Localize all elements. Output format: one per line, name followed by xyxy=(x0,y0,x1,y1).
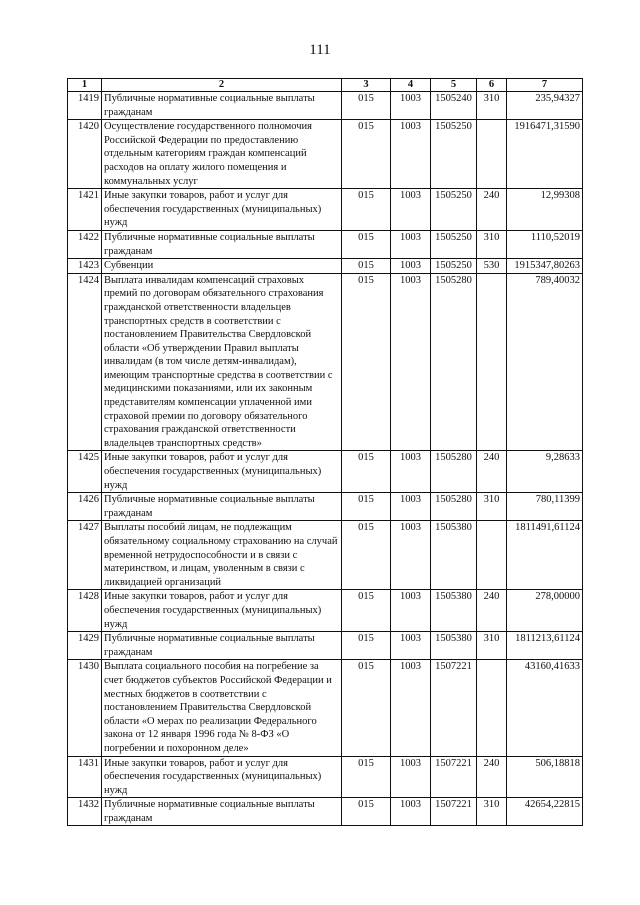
code-6-cell: 530 xyxy=(477,259,507,274)
amount-cell: 780,11399 xyxy=(507,493,583,521)
code-4-cell: 1003 xyxy=(391,798,431,826)
code-4-cell: 1003 xyxy=(391,273,431,451)
table-row xyxy=(68,189,583,231)
item-name-cell: Выплаты пособий лицам, не подлежащим обязательному социальному страхованию на случай временной нетрудоспособности и в связи с материнством, и лицам, уволенным в связи с ликвидацией организаций xyxy=(102,521,342,590)
item-name-cell: Публичные нормативные социальные выплаты гражданам xyxy=(102,92,342,120)
code-5-cell: 1507221 xyxy=(431,660,477,756)
code-6-cell xyxy=(477,120,507,189)
amount-cell: 235,94327 xyxy=(507,92,583,120)
row-number-cell: 1426 xyxy=(68,493,102,521)
item-name-cell: Иные закупки товаров, работ и услуг для обеспечения государственных (муниципальных) нужд xyxy=(102,451,342,493)
table-header-row xyxy=(68,79,583,92)
item-name-cell: Публичные нормативные социальные выплаты гражданам xyxy=(102,230,342,258)
amount-cell: 278,00000 xyxy=(507,590,583,632)
code-3-cell: 015 xyxy=(342,189,391,231)
table-row xyxy=(68,660,583,756)
amount-cell: 1110,52019 xyxy=(507,230,583,258)
amount-cell: 42654,22815 xyxy=(507,798,583,826)
amount-cell: 506,18818 xyxy=(507,756,583,798)
column-header: 6 xyxy=(477,79,507,92)
code-5-cell: 1505240 xyxy=(431,92,477,120)
code-4-cell: 1003 xyxy=(391,521,431,590)
column-header: 1 xyxy=(68,79,102,92)
budget-table xyxy=(67,78,583,826)
code-4-cell: 1003 xyxy=(391,120,431,189)
code-4-cell: 1003 xyxy=(391,92,431,120)
code-3-cell: 015 xyxy=(342,756,391,798)
amount-cell: 789,40032 xyxy=(507,273,583,451)
code-6-cell: 310 xyxy=(477,493,507,521)
row-number-cell: 1429 xyxy=(68,632,102,660)
item-name-cell: Субвенции xyxy=(102,259,342,274)
row-number-cell: 1421 xyxy=(68,189,102,231)
row-number-cell: 1419 xyxy=(68,92,102,120)
row-number-cell: 1424 xyxy=(68,273,102,451)
table-row xyxy=(68,632,583,660)
item-name-cell: Выплата инвалидам компенсаций страховых премий по договорам обязательного страхования гражданской ответственности владельцев транспортных средств в соответствии с постановлением Правительства Свердловской области «Об утверждении Правил выплаты инвалидам (в том числе детям-инвалидам), имеющим транспортные средства в соответствии с медицинскими показаниями, или их законным представителям компенсации уплаченной ими страховой премии по договору обязательного страхования гражданской ответственности владельцев транспортных средств» xyxy=(102,273,342,451)
code-6-cell: 310 xyxy=(477,798,507,826)
row-number-cell: 1432 xyxy=(68,798,102,826)
code-4-cell: 1003 xyxy=(391,189,431,231)
item-name-cell: Публичные нормативные социальные выплаты гражданам xyxy=(102,493,342,521)
code-3-cell: 015 xyxy=(342,273,391,451)
code-4-cell: 1003 xyxy=(391,590,431,632)
table-row xyxy=(68,521,583,590)
code-3-cell: 015 xyxy=(342,230,391,258)
code-4-cell: 1003 xyxy=(391,259,431,274)
code-3-cell: 015 xyxy=(342,590,391,632)
code-5-cell: 1505280 xyxy=(431,273,477,451)
code-6-cell xyxy=(477,273,507,451)
amount-cell: 43160,41633 xyxy=(507,660,583,756)
code-5-cell: 1505250 xyxy=(431,120,477,189)
code-3-cell: 015 xyxy=(342,521,391,590)
row-number-cell: 1427 xyxy=(68,521,102,590)
amount-cell: 1916471,31590 xyxy=(507,120,583,189)
code-3-cell: 015 xyxy=(342,798,391,826)
amount-cell: 1811491,61124 xyxy=(507,521,583,590)
code-6-cell: 240 xyxy=(477,451,507,493)
item-name-cell: Иные закупки товаров, работ и услуг для обеспечения государственных (муниципальных) нужд xyxy=(102,756,342,798)
code-5-cell: 1505280 xyxy=(431,451,477,493)
amount-cell: 1811213,61124 xyxy=(507,632,583,660)
code-6-cell: 240 xyxy=(477,189,507,231)
amount-cell: 12,99308 xyxy=(507,189,583,231)
item-name-cell: Иные закупки товаров, работ и услуг для обеспечения государственных (муниципальных) нужд xyxy=(102,189,342,231)
item-name-cell: Публичные нормативные социальные выплаты гражданам xyxy=(102,632,342,660)
code-5-cell: 1505380 xyxy=(431,590,477,632)
row-number-cell: 1423 xyxy=(68,259,102,274)
code-6-cell: 240 xyxy=(477,590,507,632)
table-row xyxy=(68,273,583,451)
row-number-cell: 1431 xyxy=(68,756,102,798)
amount-cell: 9,28633 xyxy=(507,451,583,493)
table-row xyxy=(68,493,583,521)
code-5-cell: 1507221 xyxy=(431,798,477,826)
code-4-cell: 1003 xyxy=(391,756,431,798)
row-number-cell: 1425 xyxy=(68,451,102,493)
page-number: 111 xyxy=(309,42,331,58)
column-header: 2 xyxy=(102,79,342,92)
table-row xyxy=(68,230,583,258)
code-3-cell: 015 xyxy=(342,120,391,189)
item-name-cell: Выплата социального пособия на погребение за счет бюджетов субъектов Российской Федерации и местных бюджетов в соответствии с постановлением Правительства Свердловской области «О мерах по реализации Федерального закона от 12 января 1996 года № 8-ФЗ «О погребении и похоронном деле» xyxy=(102,660,342,756)
column-header: 3 xyxy=(342,79,391,92)
code-5-cell: 1505250 xyxy=(431,259,477,274)
column-header: 7 xyxy=(507,79,583,92)
code-3-cell: 015 xyxy=(342,632,391,660)
column-header: 5 xyxy=(431,79,477,92)
code-4-cell: 1003 xyxy=(391,230,431,258)
row-number-cell: 1430 xyxy=(68,660,102,756)
table-row xyxy=(68,798,583,826)
item-name-cell: Иные закупки товаров, работ и услуг для обеспечения государственных (муниципальных) нужд xyxy=(102,590,342,632)
row-number-cell: 1420 xyxy=(68,120,102,189)
code-6-cell: 310 xyxy=(477,92,507,120)
code-3-cell: 015 xyxy=(342,92,391,120)
code-3-cell: 015 xyxy=(342,493,391,521)
code-5-cell: 1505250 xyxy=(431,230,477,258)
table-row xyxy=(68,756,583,798)
code-6-cell: 310 xyxy=(477,230,507,258)
table-row xyxy=(68,92,583,120)
table-row xyxy=(68,451,583,493)
table-body xyxy=(68,92,583,826)
code-5-cell: 1505280 xyxy=(431,493,477,521)
code-5-cell: 1505380 xyxy=(431,632,477,660)
column-header: 4 xyxy=(391,79,431,92)
code-6-cell: 240 xyxy=(477,756,507,798)
item-name-cell: Осуществление государственного полномочия Российской Федерации по предоставлению отдельным категориям граждан компенсаций расходов на оплату жилого помещения и коммунальных услуг xyxy=(102,120,342,189)
table-row xyxy=(68,590,583,632)
code-4-cell: 1003 xyxy=(391,451,431,493)
code-3-cell: 015 xyxy=(342,259,391,274)
code-4-cell: 1003 xyxy=(391,632,431,660)
code-5-cell: 1505250 xyxy=(431,189,477,231)
table-row xyxy=(68,259,583,274)
code-6-cell xyxy=(477,521,507,590)
row-number-cell: 1422 xyxy=(68,230,102,258)
code-5-cell: 1505380 xyxy=(431,521,477,590)
code-6-cell xyxy=(477,660,507,756)
amount-cell: 1915347,80263 xyxy=(507,259,583,274)
code-3-cell: 015 xyxy=(342,451,391,493)
code-3-cell: 015 xyxy=(342,660,391,756)
row-number-cell: 1428 xyxy=(68,590,102,632)
code-6-cell: 310 xyxy=(477,632,507,660)
item-name-cell: Публичные нормативные социальные выплаты гражданам xyxy=(102,798,342,826)
code-4-cell: 1003 xyxy=(391,493,431,521)
code-4-cell: 1003 xyxy=(391,660,431,756)
code-5-cell: 1507221 xyxy=(431,756,477,798)
table-row xyxy=(68,120,583,189)
